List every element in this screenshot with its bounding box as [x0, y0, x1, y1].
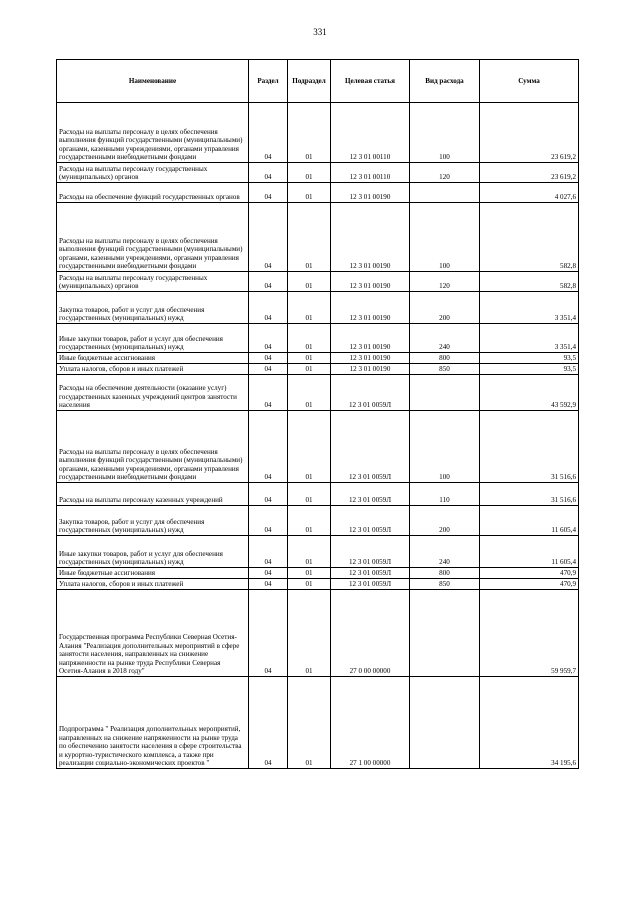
row-vid: 800 [410, 353, 480, 364]
row-statya: 12 3 01 00190 [331, 203, 410, 272]
row-razdel: 04 [249, 483, 288, 506]
row-summa: 93,5 [480, 364, 579, 375]
row-statya: 12 3 01 0059Л [331, 568, 410, 579]
row-podrazdel: 01 [288, 364, 331, 375]
row-summa: 11 605,4 [480, 536, 579, 568]
row-podrazdel: 01 [288, 568, 331, 579]
row-razdel: 04 [249, 506, 288, 536]
row-name: Расходы на выплаты персоналу казенных учреждений [57, 483, 249, 506]
row-statya: 12 3 01 00190 [331, 353, 410, 364]
table-row [57, 579, 579, 590]
row-razdel: 04 [249, 677, 288, 769]
row-podrazdel: 01 [288, 677, 331, 769]
table-row [57, 364, 579, 375]
row-name: Расходы на выплаты персоналу в целях обеспечения выполнения функций государственными (муниципальными) органами, казенными учреждениями, органами управления государственными внебюджетными фондами [57, 203, 249, 272]
row-statya: 12 3 01 00190 [331, 272, 410, 292]
row-statya: 12 3 01 00110 [331, 163, 410, 183]
table-row [57, 183, 579, 203]
table-row [57, 163, 579, 183]
row-podrazdel: 01 [288, 590, 331, 677]
row-vid: 110 [410, 483, 480, 506]
row-statya: 12 3 01 0059Л [331, 483, 410, 506]
row-statya: 27 1 00 00000 [331, 677, 410, 769]
row-podrazdel: 01 [288, 353, 331, 364]
row-summa: 93,5 [480, 353, 579, 364]
row-name: Расходы на обеспечение деятельности (оказание услуг) государственных казенных учреждений центров занятости населения [57, 375, 249, 411]
row-name: Закупка товаров, работ и услуг для обеспечения государственных (муниципальных) нужд [57, 506, 249, 536]
row-podrazdel: 01 [288, 324, 331, 353]
row-razdel: 04 [249, 411, 288, 483]
table-row [57, 375, 579, 411]
row-razdel: 04 [249, 203, 288, 272]
row-summa: 43 592,9 [480, 375, 579, 411]
budget-table [56, 59, 579, 769]
row-name: Иные закупки товаров, работ и услуг для обеспечения государственных (муниципальных) нужд [57, 324, 249, 353]
row-name: Расходы на выплаты персоналу в целях обеспечения выполнения функций государственными (муниципальными) органами, казенными учреждениями, органами управления государственными внебюджетными фондами [57, 411, 249, 483]
row-statya: 27 0 00 00000 [331, 590, 410, 677]
header-summa: Сумма [480, 60, 579, 103]
row-vid: 100 [410, 203, 480, 272]
page-number: 331 [313, 27, 327, 37]
row-summa: 3 351,4 [480, 324, 579, 353]
row-summa: 31 516,6 [480, 411, 579, 483]
row-statya: 12 3 01 0059Л [331, 375, 410, 411]
header-razdel: Раздел [249, 60, 288, 103]
row-razdel: 04 [249, 536, 288, 568]
row-vid: 240 [410, 324, 480, 353]
row-razdel: 04 [249, 353, 288, 364]
row-statya: 12 3 01 0059Л [331, 506, 410, 536]
row-podrazdel: 01 [288, 103, 331, 163]
row-razdel: 04 [249, 375, 288, 411]
row-vid [410, 183, 480, 203]
table-row [57, 353, 579, 364]
row-name: Расходы на обеспечение функций государственных органов [57, 183, 249, 203]
row-vid [410, 677, 480, 769]
row-podrazdel: 01 [288, 506, 331, 536]
row-podrazdel: 01 [288, 579, 331, 590]
header-statya: Целевая статья [331, 60, 410, 103]
row-summa: 11 605,4 [480, 506, 579, 536]
row-statya: 12 3 01 0059Л [331, 536, 410, 568]
row-razdel: 04 [249, 272, 288, 292]
table-row [57, 568, 579, 579]
row-name: Иные закупки товаров, работ и услуг для обеспечения государственных (муниципальных) нужд [57, 536, 249, 568]
row-podrazdel: 01 [288, 411, 331, 483]
row-summa: 582,8 [480, 203, 579, 272]
row-vid: 100 [410, 411, 480, 483]
row-statya: 12 3 01 00190 [331, 292, 410, 324]
row-name: Иные бюджетные ассигнования [57, 568, 249, 579]
header-podrazdel: Подраздел [288, 60, 331, 103]
row-summa: 34 195,6 [480, 677, 579, 769]
row-name: Иные бюджетные ассигнования [57, 353, 249, 364]
row-vid [410, 590, 480, 677]
row-razdel: 04 [249, 324, 288, 353]
row-razdel: 04 [249, 568, 288, 579]
row-statya: 12 3 01 0059Л [331, 411, 410, 483]
row-summa: 23 619,2 [480, 103, 579, 163]
row-name: Уплата налогов, сборов и иных платежей [57, 364, 249, 375]
row-statya: 12 3 01 00190 [331, 183, 410, 203]
row-summa: 470,9 [480, 568, 579, 579]
row-podrazdel: 01 [288, 272, 331, 292]
row-razdel: 04 [249, 103, 288, 163]
table-row [57, 203, 579, 272]
row-podrazdel: 01 [288, 483, 331, 506]
row-razdel: 04 [249, 364, 288, 375]
row-statya: 12 3 01 00190 [331, 364, 410, 375]
row-vid: 200 [410, 506, 480, 536]
row-podrazdel: 01 [288, 375, 331, 411]
row-vid: 100 [410, 103, 480, 163]
row-podrazdel: 01 [288, 183, 331, 203]
row-summa: 59 959,7 [480, 590, 579, 677]
table-row [57, 103, 579, 163]
row-summa: 3 351,4 [480, 292, 579, 324]
row-summa: 31 516,6 [480, 483, 579, 506]
row-podrazdel: 01 [288, 203, 331, 272]
row-name: Расходы на выплаты персоналу государственных (муниципальных) органов [57, 163, 249, 183]
header-vid: Вид расхода [410, 60, 480, 103]
row-name: Расходы на выплаты персоналу государственных (муниципальных) органов [57, 272, 249, 292]
table-row [57, 677, 579, 769]
row-name: Расходы на выплаты персоналу в целях обеспечения выполнения функций государственными (муниципальными) органами, казенными учреждениями, органами управления государственными внебюджетными фондами [57, 103, 249, 163]
row-summa: 4 027,6 [480, 183, 579, 203]
row-name: Закупка товаров, работ и услуг для обеспечения государственных (муниципальных) нужд [57, 292, 249, 324]
row-podrazdel: 01 [288, 536, 331, 568]
row-vid: 120 [410, 272, 480, 292]
table-row [57, 536, 579, 568]
table-row [57, 272, 579, 292]
row-name: Подпрограмма " Реализация дополнительных мероприятий, направленных на снижение напряженности на рынке труда по обеспечению занятости населения в сфере строительства и курортно-туристического комплекса, а также при реализации социально-экономических проектов " [57, 677, 249, 769]
row-summa: 582,8 [480, 272, 579, 292]
row-vid: 240 [410, 536, 480, 568]
table-row [57, 411, 579, 483]
row-vid: 800 [410, 568, 480, 579]
row-razdel: 04 [249, 579, 288, 590]
row-name: Уплата налогов, сборов и иных платежей [57, 579, 249, 590]
row-summa: 470,9 [480, 579, 579, 590]
table-row [57, 292, 579, 324]
row-statya: 12 3 01 0059Л [331, 579, 410, 590]
row-vid: 850 [410, 579, 480, 590]
row-podrazdel: 01 [288, 292, 331, 324]
table-row [57, 324, 579, 353]
table-row [57, 506, 579, 536]
row-razdel: 04 [249, 183, 288, 203]
table-row [57, 483, 579, 506]
row-vid: 120 [410, 163, 480, 183]
header-name: Наименование [57, 60, 249, 103]
row-name: Государственная программа Республики Северная Осетия-Алания "Реализация дополнительных мероприятий в сфере занятости населения, направленных на снижение напряженности на рынке труда Республики Северная Осетия-Алания в 2018 году" [57, 590, 249, 677]
row-vid [410, 375, 480, 411]
row-statya: 12 3 01 00110 [331, 103, 410, 163]
row-podrazdel: 01 [288, 163, 331, 183]
table-row [57, 590, 579, 677]
table-header-row [57, 60, 579, 103]
row-razdel: 04 [249, 590, 288, 677]
row-vid: 850 [410, 364, 480, 375]
row-statya: 12 3 01 00190 [331, 324, 410, 353]
row-vid: 200 [410, 292, 480, 324]
row-razdel: 04 [249, 163, 288, 183]
row-summa: 23 619,2 [480, 163, 579, 183]
row-razdel: 04 [249, 292, 288, 324]
table-body [57, 103, 579, 769]
